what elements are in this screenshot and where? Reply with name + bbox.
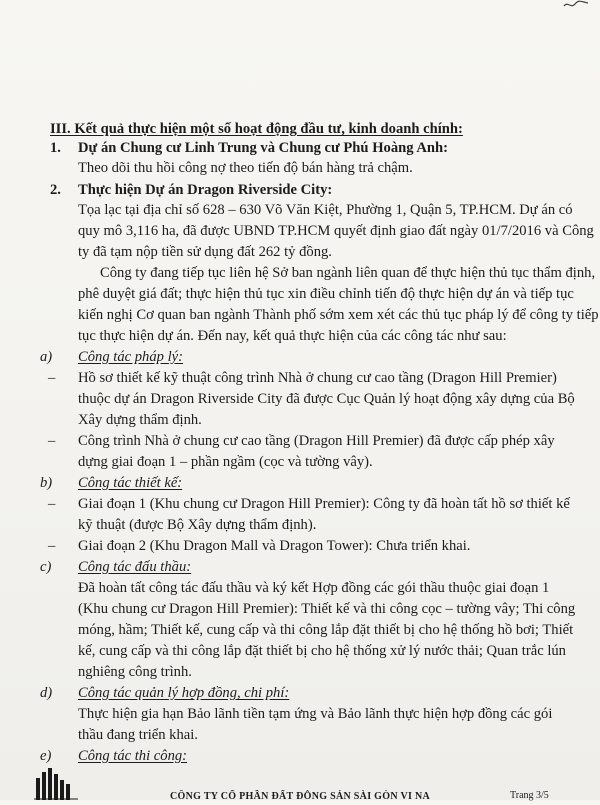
- sub-b-letter: b): [40, 475, 53, 491]
- sub-d-line: thầu đang triển khai.: [78, 727, 198, 743]
- bullet-dash: –: [48, 370, 56, 386]
- item1-text: Theo dõi thu hồi công nợ theo tiến độ bán hàng trả chậm.: [78, 160, 413, 176]
- handwritten-mark: [562, 0, 590, 10]
- item2-number: 2.: [50, 182, 61, 198]
- sub-c-line: kế, cung cấp và thi công lắp đặt thiết bị cho hệ thống xử lý nước thải; Quan trắc lún: [78, 643, 566, 659]
- bullet-dash: –: [48, 496, 56, 512]
- item2-para1-line: quy mô 3,116 ha, đã được UBND TP.HCM quyết định giao đất ngày 01/7/2016 và Công: [78, 223, 594, 239]
- sub-d-title: Công tác quản lý hợp đồng, chi phí:: [78, 685, 290, 701]
- sub-b-bullet2-line: Giai đoạn 2 (Khu Dragon Mall và Dragon Tower): Chưa triển khai.: [78, 538, 471, 554]
- item2-para2-line: Công ty đang tiếp tục liên hệ Sở ban ngành liên quan để thực hiện thủ tục thẩm định,: [100, 265, 596, 281]
- company-logo-icon: [32, 768, 82, 800]
- sub-a-bullet2-line: Công trình Nhà ở chung cư cao tầng (Dragon Hill Premier) đã được cấp phép xây: [78, 433, 555, 449]
- item1-title: Dự án Chung cư Linh Trung và Chung cư Phú Hoàng Anh:: [78, 140, 449, 156]
- sub-b-bullet1-line: Giai đoạn 1 (Khu chung cư Dragon Hill Premier): Công ty đã hoàn tất hồ sơ thiết kế: [78, 496, 570, 512]
- sub-a-title: Công tác pháp lý:: [78, 349, 183, 365]
- page-number: Trang 3/5: [510, 790, 549, 801]
- sub-a-letter: a): [40, 349, 53, 365]
- sub-b-bullet1-line: kỹ thuật (được Bộ Xây dựng thẩm định).: [78, 517, 317, 533]
- item2-title: Thực hiện Dự án Dragon Riverside City:: [78, 182, 333, 198]
- page-footer: [0, 768, 600, 800]
- sub-c-line: Đã hoàn tất công tác đấu thầu và ký kết Hợp đồng các gói thầu thuộc giai đoạn 1: [78, 580, 550, 596]
- sub-a-bullet1-line: Xây dựng thẩm định.: [78, 412, 202, 428]
- sub-c-title: Công tác đấu thầu:: [78, 559, 192, 575]
- item2-para2-line: tục thực hiện dự án. Đến nay, kết quả thực hiện của các công tác như sau:: [78, 328, 507, 344]
- item2-para1-line: Tọa lạc tại địa chỉ số 628 – 630 Võ Văn Kiệt, Phường 1, Quận 5, TP.HCM. Dự án có: [78, 202, 573, 218]
- sub-b-title: Công tác thiết kế:: [78, 475, 183, 491]
- item2-para2-line: phê duyệt giá đất; thực hiện thủ tục xin điều chỉnh tiến độ thực hiện dự án và tiếp tục: [78, 286, 574, 302]
- sub-a-bullet2-line: dựng giai đoạn 1 – phần ngầm (cọc và tường vây).: [78, 454, 373, 470]
- sub-e-title: Công tác thi công:: [78, 748, 188, 764]
- item1-number: 1.: [50, 140, 61, 156]
- sub-c-letter: c): [40, 559, 52, 575]
- sub-c-line: (Khu chung cư Dragon Hill Premier): Thiết kế và thi công cọc – tường vây; Thi công: [78, 601, 576, 617]
- item2-para1-line: ty đã tạm nộp tiền sử dụng đất 262 tỷ đồng.: [78, 244, 332, 260]
- section-heading: III. Kết quả thực hiện một số hoạt động đầu tư, kinh doanh chính:: [50, 121, 463, 137]
- sub-a-bullet1-line: Hồ sơ thiết kế kỹ thuật công trình Nhà ở chung cư cao tầng (Dragon Hill Premier): [78, 370, 557, 386]
- sub-a-bullet1-line: thuộc dự án Dragon Riverside City đã được Cục Quản lý hoạt động xây dựng của Bộ: [78, 391, 575, 407]
- sub-d-letter: d): [40, 685, 53, 701]
- sub-c-line: móng, hầm; Thiết kế, cung cấp và thi công lắp đặt thiết bị cho hệ thống hồ bơi; Thiết: [78, 622, 574, 638]
- bullet-dash: –: [48, 538, 56, 554]
- bullet-dash: –: [48, 433, 56, 449]
- sub-d-line: Thực hiện gia hạn Bảo lãnh tiền tạm ứng và Bảo lãnh thực hiện hợp đồng các gói: [78, 706, 553, 722]
- sub-c-line: nghiêng công trình.: [78, 664, 192, 680]
- item2-para2-line: kiến nghị Cơ quan ban ngành Thành phố sớm xem xét các thủ tục pháp lý để công ty tiếp: [78, 307, 599, 323]
- sub-e-letter: e): [40, 748, 52, 764]
- footer-company-name: CÔNG TY CỔ PHẦN ĐẤT ĐỘNG SẢN SÀI GÒN VI NA: [170, 791, 431, 800]
